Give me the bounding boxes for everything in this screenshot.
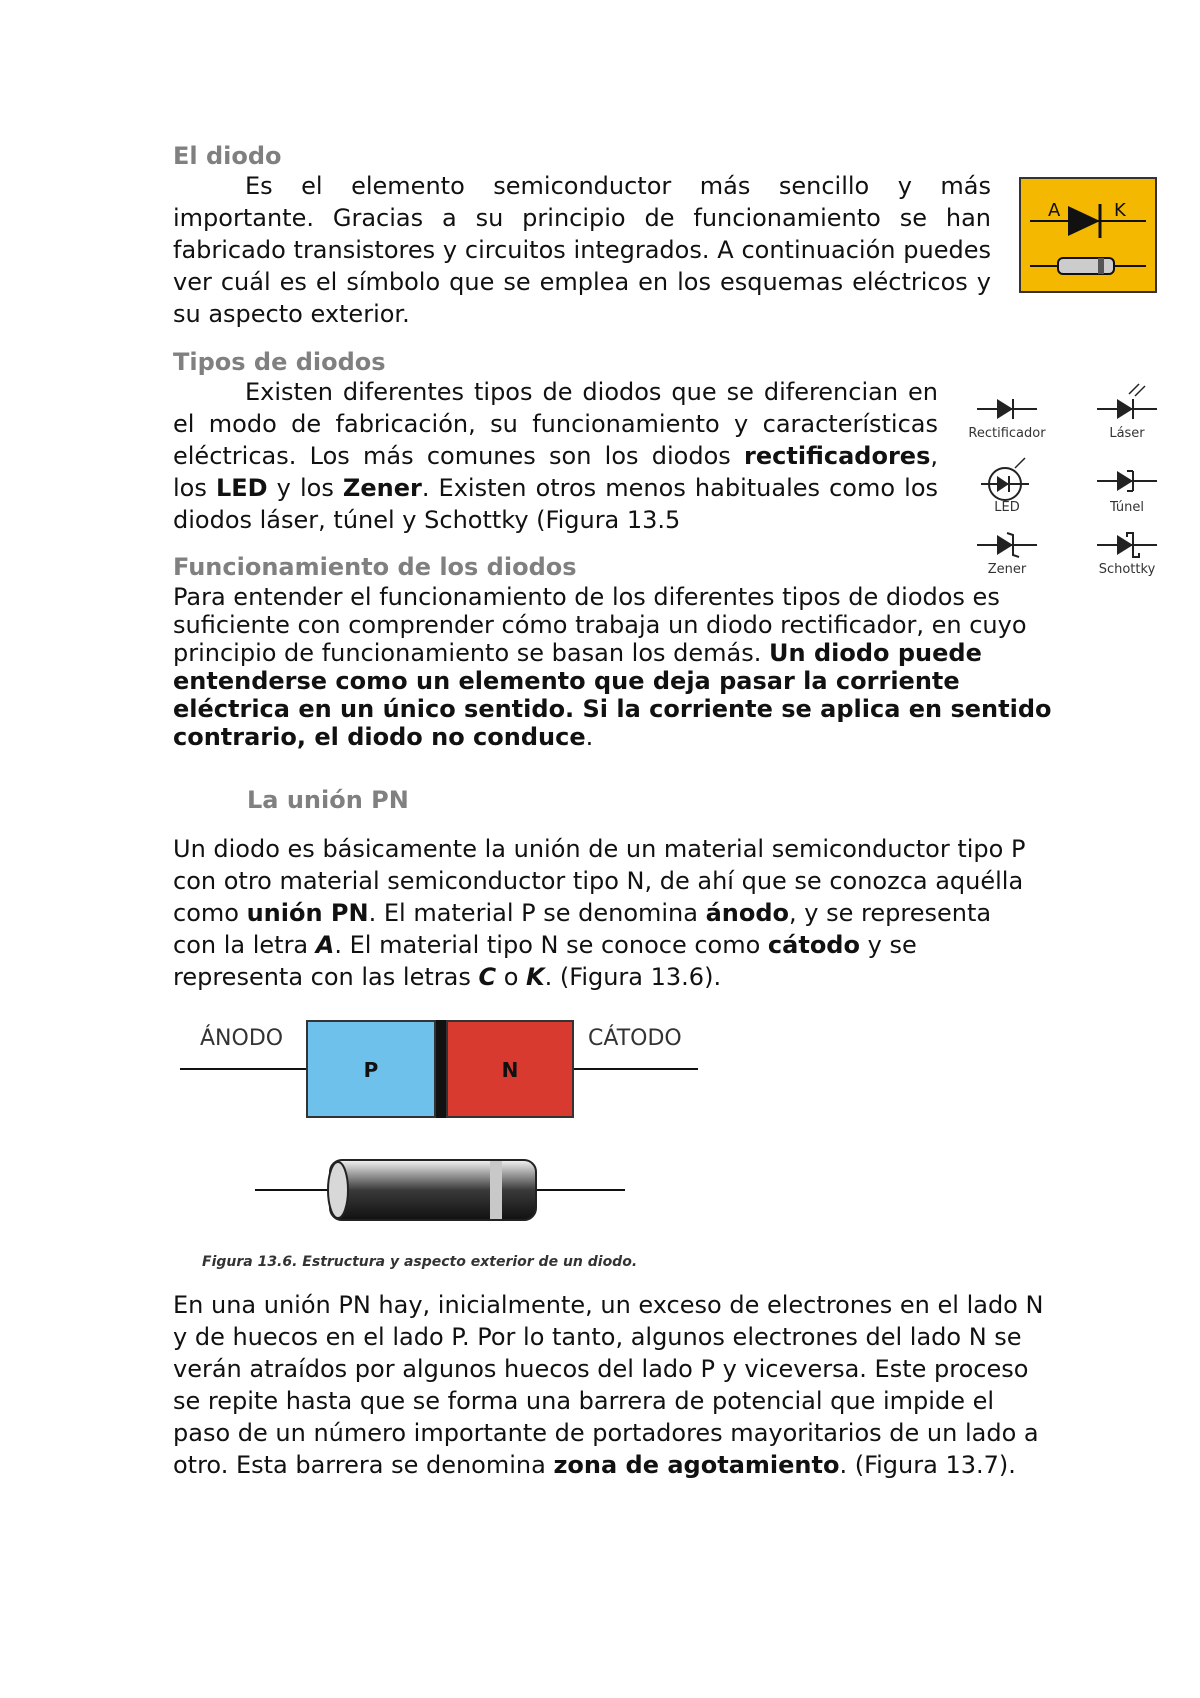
- led-diode-icon: [975, 456, 1039, 502]
- anode-label: ÁNODO: [200, 1026, 284, 1051]
- n-region: [446, 1020, 574, 1118]
- label-led: LED: [994, 500, 1020, 515]
- section-title-el-diodo: El diodo: [173, 142, 282, 170]
- n-region-label: N: [501, 1058, 519, 1082]
- cathode-letter: K: [1114, 200, 1126, 221]
- tunnel-diode-icon: [1095, 466, 1159, 496]
- diode-types-figure: [955, 380, 1180, 580]
- schottky-diode-icon: [1095, 530, 1159, 560]
- paragraph-funcionamiento: Para entender el funcionamiento de los diferentes tipos de diodos es suficiente con comprender cómo trabaja un diodo rectificador, en cuyo principio de funcionamiento se basan los demás. Un diodo puede entenderse como un elemento que deja pasar la corriente eléctrica en un único sentido. Si la corriente se aplica en sentido contrario, el diodo no conduce.: [173, 583, 1052, 751]
- junction-line: [436, 1020, 446, 1118]
- anode-letter: A: [1048, 200, 1061, 221]
- paragraph-tipos: Existen diferentes tipos de diodos que se diferencian en el modo de fabricación, su funcionamiento y características eléctricas. Los más comunes son los diodos rectificadores, los LED y los Zener. Existen otros menos habituales como los diodos láser, túnel y Schottky (Figura 13.5: [173, 378, 938, 534]
- label-laser: Láser: [1109, 426, 1145, 441]
- diode-symbol-figure: [1018, 176, 1158, 294]
- cathode-label: CÁTODO: [588, 1026, 682, 1051]
- diode-body-icon: [250, 1150, 630, 1230]
- section-title-funcionamiento: Funcionamiento de los diodos: [173, 553, 577, 581]
- pn-junction-figure: [170, 1010, 710, 1280]
- p-region: [306, 1020, 436, 1118]
- figure-caption: Figura 13.6. Estructura y aspecto exterior de un diodo.: [202, 1254, 638, 1270]
- p-region-label: P: [363, 1058, 379, 1082]
- label-schottky: Schottky: [1098, 562, 1156, 577]
- section-title-union-pn: La unión PN: [247, 786, 409, 814]
- laser-diode-icon: [1095, 382, 1159, 424]
- diode-symbol-icon: [1018, 176, 1158, 294]
- paragraph-zona-agotamiento: En una unión PN hay, inicialmente, un exceso de electrones en el lado N y de huecos en el lado P. Por lo tanto, algunos electrones del lado N se verán atraídos por algunos huecos del lado P y viceversa. Este proceso se repite hasta que se forma una barrera de potencial que impide el paso de un número importante de portadores mayoritarios de un lado a otro. Esta barrera se denomina zona de agotamiento. (Figura 13.7).: [173, 1291, 1044, 1479]
- anode-lead: [180, 1068, 306, 1070]
- label-tunel: Túnel: [1109, 500, 1145, 515]
- section-title-tipos: Tipos de diodos: [173, 348, 386, 376]
- zener-diode-icon: [975, 530, 1039, 560]
- rectifier-diode-icon: [975, 394, 1039, 424]
- label-rectificador: Rectificador: [968, 426, 1046, 441]
- cathode-lead: [572, 1068, 698, 1070]
- label-zener: Zener: [987, 562, 1027, 577]
- paragraph-el-diodo: Es el elemento semiconductor más sencillo y más importante. Gracias a su principio de funcionamiento se han fabricado transistores y circuitos integrados. A continuación puedes ver cuál es el símbolo que se emplea en los esquemas eléctricos y su aspecto exterior.: [173, 172, 991, 328]
- paragraph-union-pn: Un diodo es básicamente la unión de un material semiconductor tipo P con otro material semiconductor tipo N, de ahí que se conozca aquélla como unión PN. El material P se denomina ánodo, y se representa con la letra A. El material tipo N se conoce como cátodo y se representa con las letras C o K. (Figura 13.6).: [173, 835, 1026, 991]
